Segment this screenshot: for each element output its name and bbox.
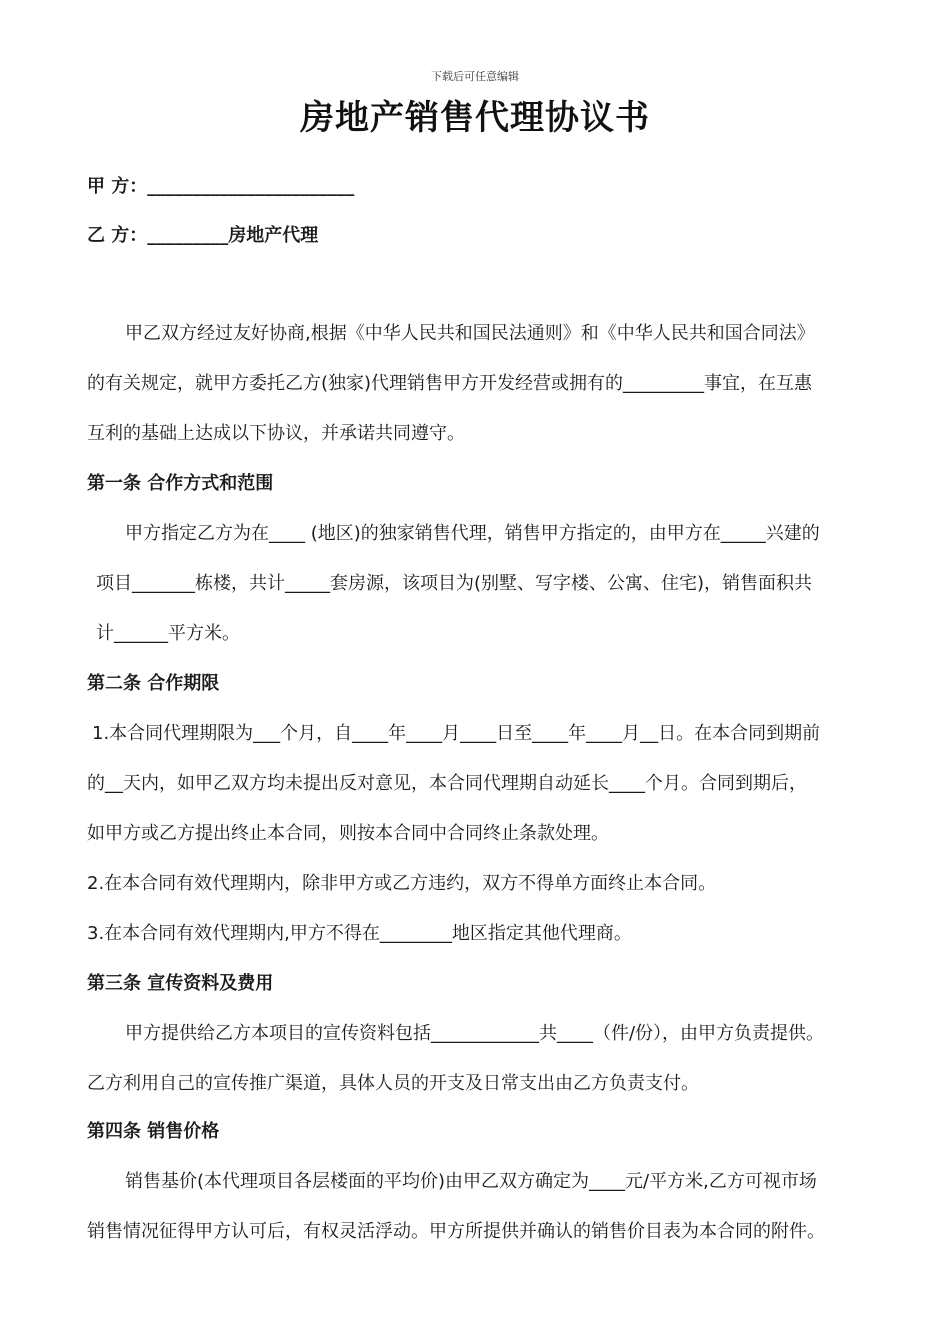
party-a-line: 甲 方：_______________________ <box>87 176 355 197</box>
article-2-heading: 第二条 合作期限 <box>87 673 220 694</box>
article-2-line: 3.在本合同有效代理期内,甲方不得在________地区指定其他代理商。 <box>87 923 632 944</box>
intro-line: 互利的基础上达成以下协议，并承诺共同遵守。 <box>87 423 465 444</box>
article-1-line: 甲方指定乙方为在____ (地区)的独家销售代理，销售甲方指定的，由甲方在_____兴建的 <box>125 523 820 544</box>
article-1-line: 项目_______栋楼，共计_____套房源，该项目为(别墅、写字楼、公寓、住宅)，销售面积共 <box>96 573 813 594</box>
article-3-line: 甲方提供给乙方本项目的宣传资料包括____________共____（件/份），由甲方负责提供。 <box>125 1023 825 1044</box>
intro-line: 甲乙双方经过友好协商,根据《中华人民共和国民法通则》和《中华人民共和国合同法》 <box>125 323 815 344</box>
article-2-line: 如甲方或乙方提出终止本合同，则按本合同中合同终止条款处理。 <box>87 823 609 844</box>
article-4-line: 销售情况征得甲方认可后，有权灵活浮动。甲方所提供并确认的销售价目表为本合同的附件。 <box>87 1221 825 1242</box>
article-1-heading: 第一条 合作方式和范围 <box>87 473 274 494</box>
article-2-line: 2.在本合同有效代理期内，除非甲方或乙方违约，双方不得单方面终止本合同。 <box>87 873 717 894</box>
article-3-line: 乙方利用自己的宣传推广渠道，具体人员的开支及日常支出由乙方负责支付。 <box>87 1073 699 1094</box>
article-1-line: 计______平方米。 <box>96 623 240 644</box>
intro-line: 的有关规定，就甲方委托乙方(独家)代理销售甲方开发经营或拥有的_________事宜，在互惠 <box>87 373 813 394</box>
article-2-line: 1.本合同代理期限为___个月，自____年____月____日至____年____月__日。在本合同到期前 <box>92 723 821 744</box>
article-2-line: 的__天内，如甲乙双方均未提出反对意见，本合同代理期自动延长____个月。合同到期后， <box>87 773 807 794</box>
article-3-heading: 第三条 宣传资料及费用 <box>87 973 274 994</box>
article-4-line: 销售基价(本代理项目各层楼面的平均价)由甲乙双方确定为____元/平方米,乙方可视市场 <box>125 1171 817 1192</box>
document-title: 房地产销售代理协议书 <box>300 98 650 138</box>
article-4-heading: 第四条 销售价格 <box>87 1121 220 1142</box>
party-b-line: 乙 方：_________房地产代理 <box>87 225 319 246</box>
header-note: 下载后可任意编辑 <box>431 70 519 83</box>
